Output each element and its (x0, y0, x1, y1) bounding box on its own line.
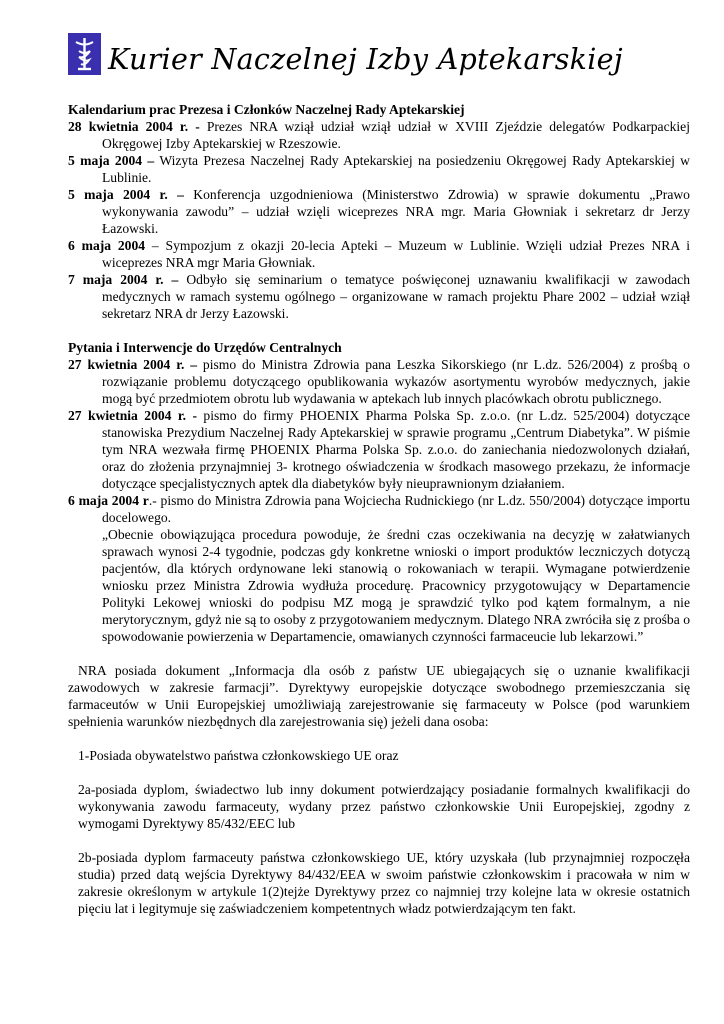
entry-text: pismo do Ministra Zdrowia pana Leszka Sikorskiego (nr L.dz. 526/2004) z prośbą o rozwiązanie problemu dotyczącego opublikowania wykazów asortymentu wyrobów medycznych, jakie mogą być przedmiotem obrotu lub wydawania w aptekach lub innych placówkach obrotu publicznego. (102, 357, 690, 406)
calendar-entry (68, 186, 690, 237)
spacer (68, 645, 690, 662)
entry-text: Wizyta Prezesa Naczelnej Rady Aptekarskiej na posiedzeniu Okręgowej Rady Aptekarskiej w Lublinie. (102, 153, 690, 185)
calendar-entry (68, 237, 690, 271)
spacer (68, 730, 690, 747)
journal-title: Kurier Naczelnej Izby Aptekarskiej (108, 43, 623, 76)
entry-date: 5 maja 2004 r. – (68, 187, 184, 202)
calendar-entry (68, 152, 690, 186)
calendar-section-title: Kalendarium prac Prezesa i Członków Naczelnej Rady Aptekarskiej (68, 102, 465, 117)
entry-date: 7 maja 2004 r. – (68, 272, 179, 287)
entry-date: 5 maja 2004 – (68, 153, 155, 168)
info-condition-item: 1-Posiada obywatelstwo państwa członkowskiego UE oraz (78, 748, 399, 763)
info-condition-item: 2b-posiada dyplom farmaceuty państwa członkowskiego UE, który uzyskała (lub przynajmniej rozpoczęła studia) przed datą wejścia Dyrektywy 84/432/EEA w swoim państwie członkowskim i pracowała w nim w zakresie określonym w artykule 1(2)tejże Dyrektywy przez co najmniej trzy kolejne lata w okresie ostatnich pięciu lat i legitymuje się zaświadczeniem kompetentnych władz potwierdzającym ten fakt. (78, 850, 690, 916)
entry-text: pismo do firmy PHOENIX Pharma Polska Sp. z.o.o. (nr L.dz. 525/2004) dotyczące stanowiska Prezydium Naczelnej Rady Aptekarskiej w sprawie programu „Centrum Diabetyka”. W piśmie tym NRA wezwała firmę PHOENIX Pharma Polska Sp. z.o.o. do zaniechania niedozwolonych działań, oraz do złożenia przynajmniej 3- krotnego oświadczenia w środkach masowego przekazu, że informacje dotyczące specjalistycznych aptek dla diabetyków były nieuprawnionym działaniem. (102, 408, 691, 491)
calendar-entry (68, 271, 690, 322)
interventions-section-title: Pytania i Interwencje do Urzędów Centralnych (68, 340, 342, 355)
intervention-entry (68, 356, 690, 407)
spacer (68, 832, 690, 849)
entry-date: 28 kwietnia 2004 r. - (68, 119, 200, 134)
spacer (68, 764, 690, 781)
info-intro-paragraph: NRA posiada dokument „Informacja dla osób z państw UE ubiegających się o uznanie kwalifikacji zawodowych w zakresie farmacji”. Dyrektywy europejskie dotyczące swobodnego przemieszczania się farmaceutów w Unii Europejskiej umożliwiają zarejestrowanie się farmaceuty w Polsce (pod warunkiem spełnienia warunków niezbędnych dla zarejestrowania się) jeżeli dana osoba: (68, 663, 690, 729)
entry-text: Konferencja uzgodnieniowa (Ministerstwo Zdrowia) w sprawie dokumentu „Prawo wykonywania zawodu” – udział wzięli wiceprezes NRA mgr. Maria Głowniak i sekretarz dr Jerzy Łazowski. (102, 187, 690, 236)
entry-date: 27 kwietnia 2004 r. – (68, 357, 198, 372)
entry-date: 6 maja 2004 r (68, 493, 149, 508)
intervention-entry (68, 492, 690, 526)
entry-text: Prezes NRA wziął udział wziął udział w XVIII Zjeździe delegatów Podkarpackiej Okręgowej Izby Aptekarskiej w Rzeszowie. (102, 119, 690, 151)
entry-date: 6 maja 2004 (68, 238, 146, 253)
intervention-quote: „Obecnie obowiązująca procedura powoduje, że średni czas oczekiwania na decyzję w załatwianych sprawach wynosi 2-4 tygodnie, podczas gdy konkretne wnioski o import produktów leczniczych dotyczą pacjentów, dla których ordynowane leki stanowią o rokowaniach w terapii. Wymagane potwierdzenie wniosku przez Ministra Zdrowia wydłuża procedurę. Pracownicy przygotowujący w Departamencie Polityki Lekowej wnioski do podpisu MZ mogą je sprawdzić tylko pod kątem formalnym, a nie merytorycznym, gdyż nie są to osoby z przygotowaniem medycznym. Dlatego NRA zwróciła się z prośba o spowodowanie powierzenia w Departamencie, omawianych czynności farmaceucie lub lekarzowi.” (102, 527, 690, 644)
entry-text: Odbyło się seminarium o tematyce poświęconej uznawaniu kwalifikacji w zawodach medycznych w ramach systemu ogólnego – organizowane w ramach projektu Phare 2002 – udział wziął sekretarz NRA dr Jerzy Łazowski. (102, 272, 690, 321)
info-condition-item: 2a-posiada dyplom, świadectwo lub inny dokument potwierdzający posiadanie formalnych kwalifikacji do wykonywania zawodu farmaceuty, wydany przez państwo członkowskie Unii Europejskiej, zgodny z wymogami Dyrektywy 85/432/EEC lub (78, 782, 690, 831)
entry-date: 27 kwietnia 2004 r. - (68, 408, 197, 423)
calendar-entry (68, 118, 690, 152)
entry-text: – Sympozjum z okazji 20-lecia Apteki – Muzeum w Lublinie. Wzięli udział Prezes NRA i wiceprezes NRA mgr Maria Głowniak. (102, 238, 690, 270)
journal-header (68, 31, 688, 81)
spacer (68, 322, 690, 339)
intervention-entry (68, 407, 690, 492)
document-body (68, 101, 690, 917)
caduceus-cup-icon (68, 33, 101, 75)
entry-text: .- pismo do Ministra Zdrowia pana Wojciecha Rudnickiego (nr L.dz. 550/2004) dotyczące importu docelowego. (102, 493, 690, 525)
